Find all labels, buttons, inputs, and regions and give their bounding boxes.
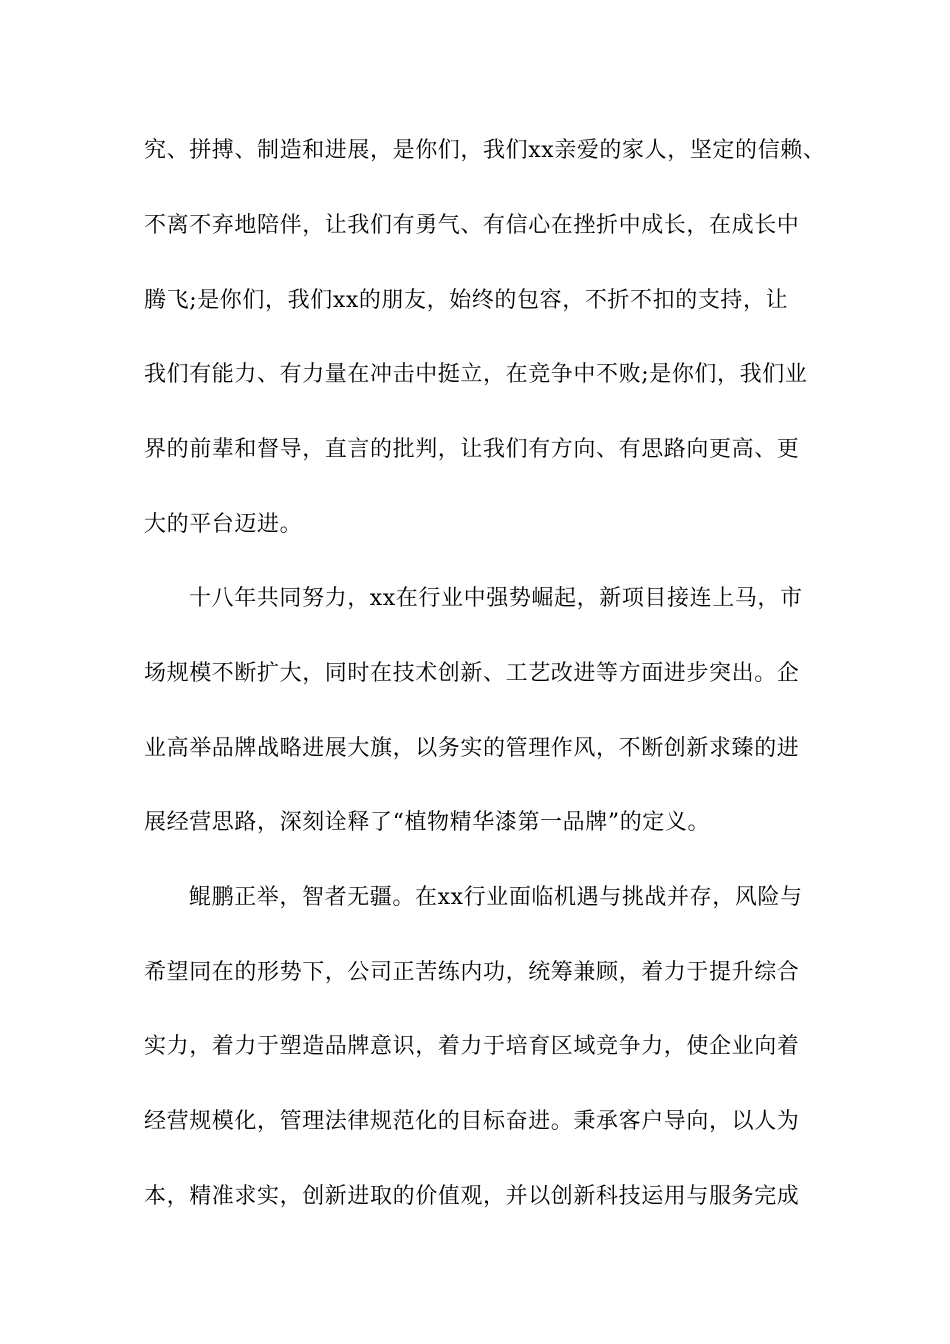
text-line: 腾飞;是你们，我们xx的朋友，始终的包容，不折不扣的支持，让 <box>144 288 789 313</box>
text-line: 大的平台迈进。 <box>144 512 303 537</box>
paragraph-first-line: 十八年共同努力，xx在行业中强势崛起，新项目接连上马，市 <box>189 586 803 611</box>
text-line: 究、拼搏、制造和进展，是你们，我们xx亲爱的家人，坚定的信赖、 <box>144 138 826 163</box>
text-line: 实力，着力于塑造品牌意识，着力于培育区域竞争力，使企业向着 <box>144 1034 800 1059</box>
text-line: 场规模不断扩大，同时在技术创新、工艺改进等方面进步突出。企 <box>144 661 800 686</box>
text-line: 我们有能力、有力量在冲击中挺立，在竞争中不败;是你们，我们业 <box>144 362 808 387</box>
paragraph-first-line: 鲲鹏正举，智者无疆。在xx行业面临机遇与挑战并存，风险与 <box>189 885 803 910</box>
text-line: 经营规模化，管理法律规范化的目标奋进。秉承客户导向，以人为 <box>144 1109 800 1134</box>
text-line: 展经营思路，深刻诠释了“植物精华漆第一品牌”的定义。 <box>144 810 711 835</box>
text-line: 希望同在的形势下，公司正苦练内功，统筹兼顾，着力于提升综合 <box>144 960 800 985</box>
text-line: 不离不弃地陪伴，让我们有勇气、有信心在挫折中成长，在成长中 <box>144 213 800 238</box>
text-line: 本，精准求实，创新进取的价值观，并以创新科技运用与服务完成 <box>144 1184 800 1209</box>
text-line: 界的前辈和督导，直言的批判，让我们有方向、有思路向更高、更 <box>144 437 800 462</box>
text-line: 业高举品牌战略进展大旗，以务实的管理作风，不断创新求臻的进 <box>144 736 800 761</box>
